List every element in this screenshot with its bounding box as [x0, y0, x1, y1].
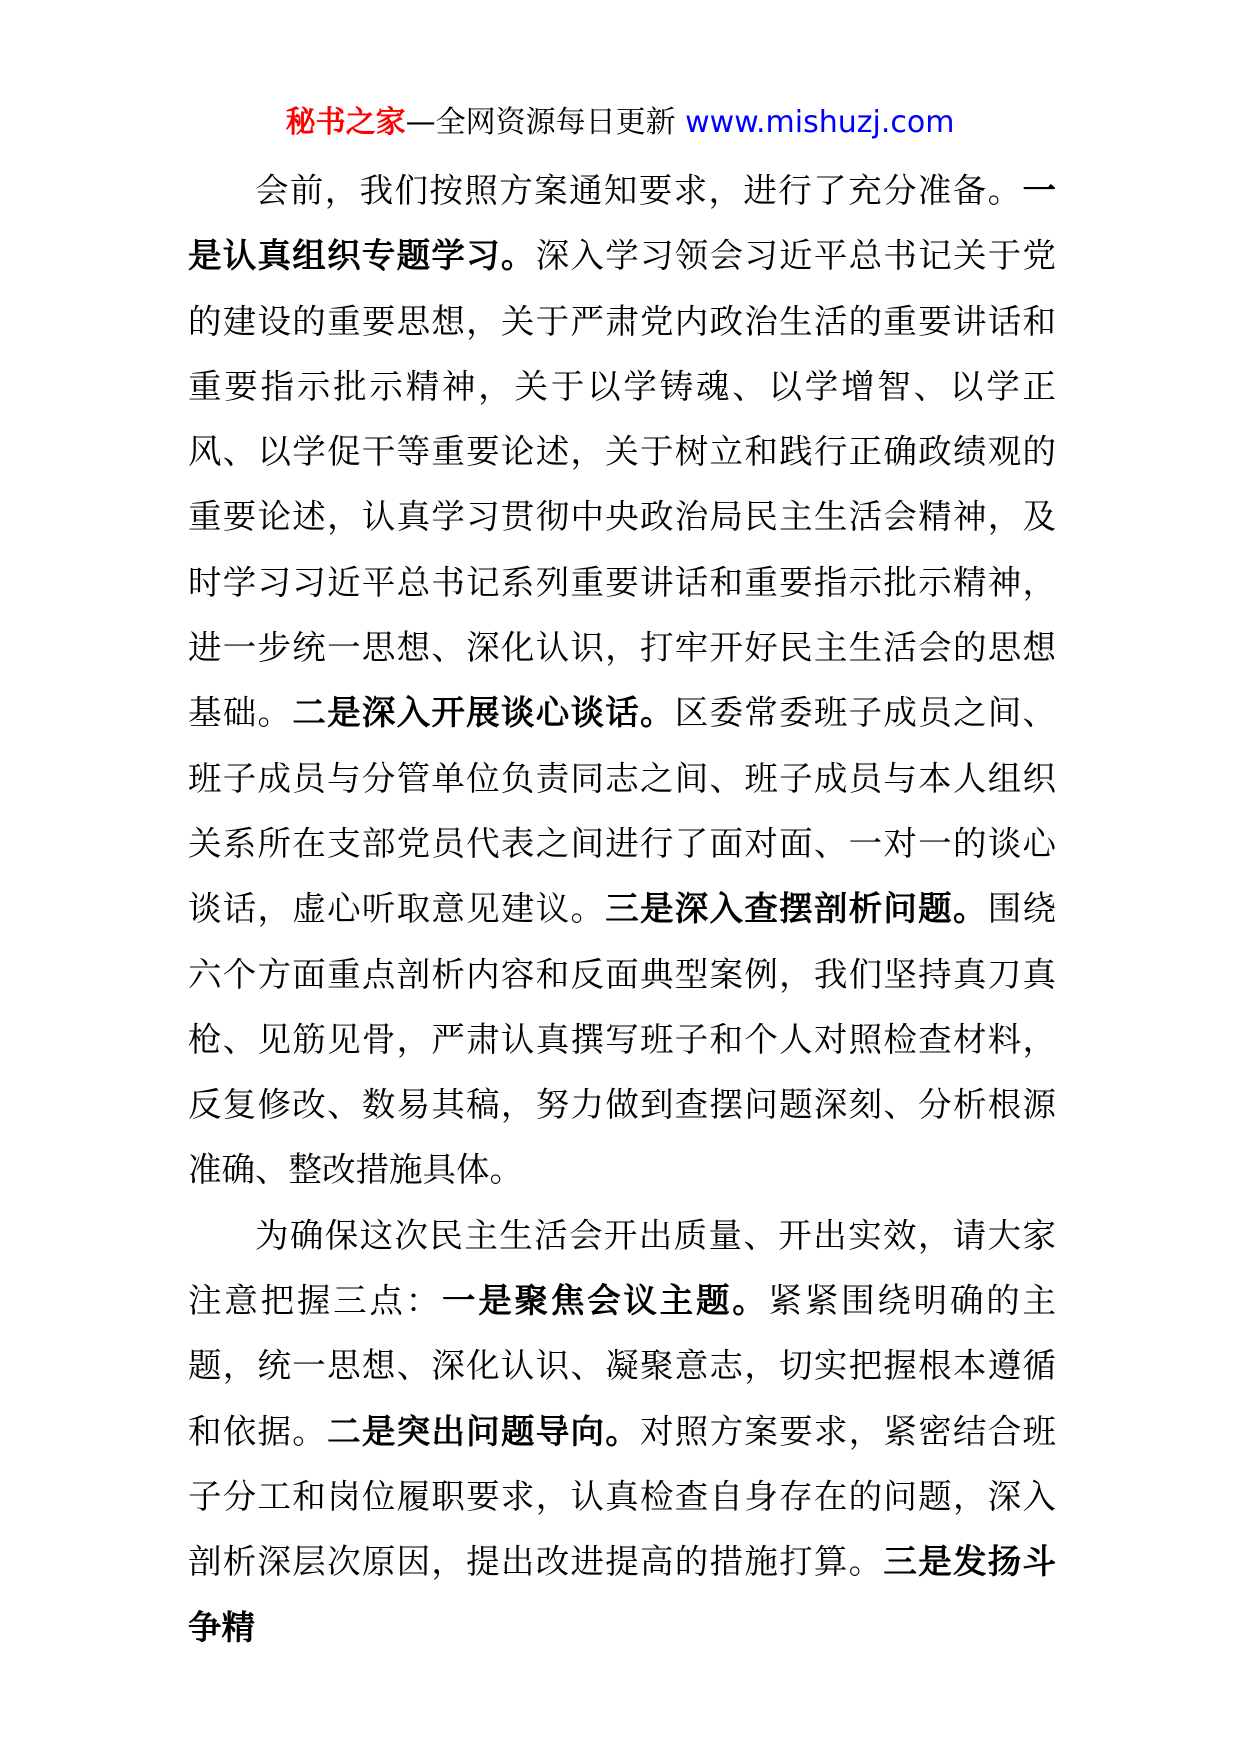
requirement-1-text: 紧紧围绕明确的主题，统一思想、深化认识、凝聚意志，切实把握根本遵循和依据。: [188, 1281, 1057, 1451]
document-body: [188, 158, 1056, 1660]
requirement-2-heading: 二是突出问题导向。: [327, 1411, 641, 1451]
brand-tagline: —全网资源每日更新: [405, 105, 686, 140]
brand-name: 秘书之家: [285, 105, 406, 140]
point-1-text: 深入学习领会习近平总书记关于党的建设的重要思想，关于严肃党内政治生活的重要讲话和重要指示批示精神，关于以学铸魂、以学增智、以学正风、以学促干等重要论述，关于树立和践行正确政绩观的重要论述，认真学习贯彻中央政治局民主生活会精神，及时学习习近平总书记系列重要讲话和重要指示批示精神，进一步统一思想、深化认识，打牢开好民主生活会的思想基础。: [188, 236, 1057, 733]
paragraph-2-intro: 为确保这次民主生活会开出质量、开出实效，请大家注意把握三点：: [188, 1215, 1056, 1321]
site-url: www.mishuzj.com: [685, 105, 955, 140]
requirement-2-text: 对照方案要求，紧密结合班子分工和岗位履职要求，认真检查自身存在的问题，深入剖析深层次原因，提出改进提高的措施打算。: [188, 1411, 1057, 1582]
point-3-heading: 三是深入查摆剖析问题。: [605, 889, 988, 929]
requirement-1-heading: 一是聚焦会议主题。: [441, 1281, 769, 1321]
paragraph-1-intro: 会前，我们按照方案通知要求，进行了充分准备。: [255, 171, 1023, 210]
point-2-heading: 二是深入开展谈心谈话。: [292, 693, 675, 733]
paragraph-requirements: [188, 1203, 1056, 1660]
paragraph-preparation: [188, 158, 1056, 1203]
site-watermark-header: [0, 100, 1240, 146]
point-2-text: 区委常委班子成员之间、班子成员与分管单位负责同志之间、班子成员与本人组织关系所在支部党员代表之间进行了面对面、一对一的谈心谈话，虚心听取意见建议。: [188, 693, 1057, 929]
point-3-text: 围绕六个方面重点剖析内容和反面典型案例，我们坚持真刀真枪、见筋见骨，严肃认真撰写班子和个人对照检查材料，反复修改、数易其稿，努力做到查摆问题深刻、分析根源准确、整改措施具体。: [188, 889, 1057, 1190]
requirement-3-heading: 三是发扬斗争精: [188, 1542, 1057, 1647]
point-1-heading: 一是认真组织专题学习。: [188, 171, 1056, 276]
